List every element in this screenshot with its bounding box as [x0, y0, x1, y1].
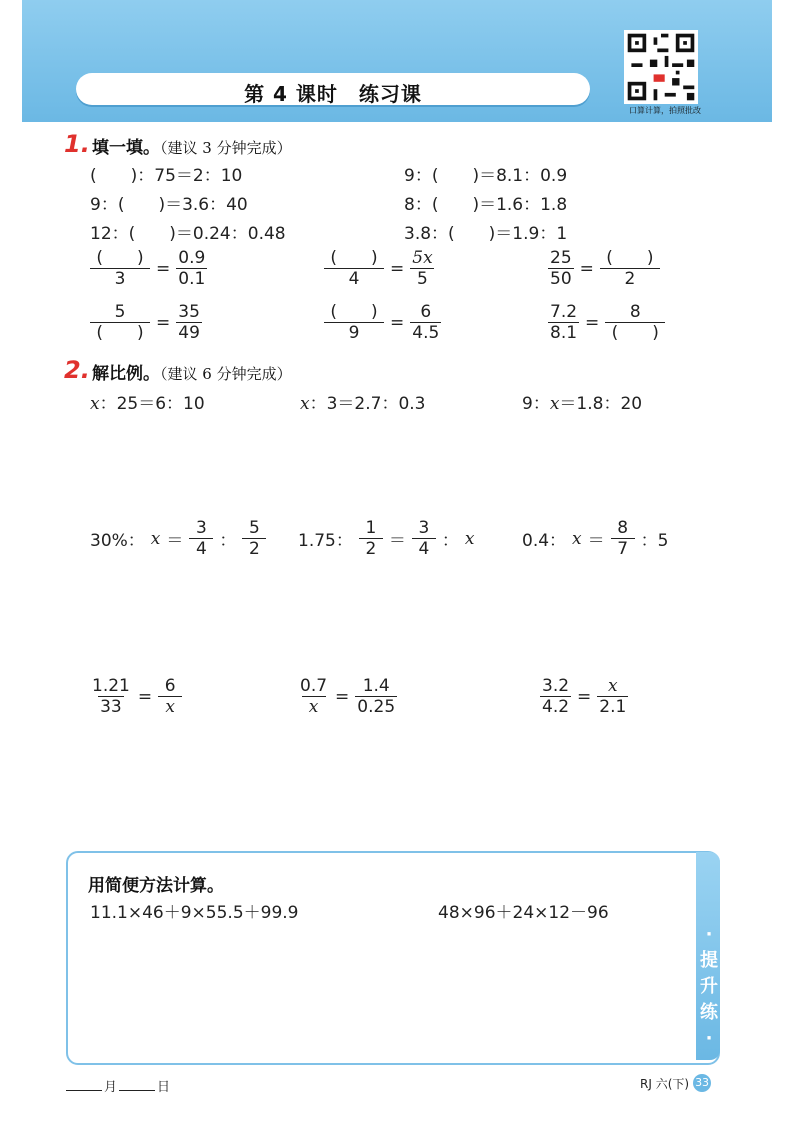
- date-field[interactable]: [64, 1076, 170, 1095]
- frac-num: ( ): [330, 302, 378, 322]
- proportion-2[interactable]: [300, 389, 425, 414]
- frac-den: 0.25: [357, 697, 396, 717]
- frac-den: 50: [550, 269, 572, 289]
- section1-note: （建议 3 分钟完成）: [160, 139, 292, 157]
- fraction-blank-3[interactable]: [548, 248, 660, 289]
- frac-num: 3.2: [542, 676, 570, 696]
- frac-num: 1: [365, 518, 377, 538]
- frac-num: ( ): [330, 248, 378, 268]
- equals-sign: =: [156, 258, 171, 279]
- frac-num: 5x: [412, 248, 433, 268]
- fill-blank-5[interactable]: 12：( )＝0.24：0.48: [90, 224, 286, 244]
- variable-x: x: [300, 394, 310, 414]
- advanced-practice-label: ·提升练·: [700, 924, 718, 1049]
- section1-title-text: 填一填。: [92, 138, 160, 158]
- equals-sign: ＝: [587, 531, 605, 551]
- frac-num: 1.21: [92, 676, 130, 696]
- equals-sign: =: [390, 312, 405, 333]
- equals-sign: =: [577, 686, 592, 707]
- frac-num: 6: [420, 302, 432, 322]
- frac-den: 4.5: [412, 323, 440, 343]
- day-blank[interactable]: [119, 1090, 155, 1091]
- variable-x: x: [150, 528, 161, 549]
- frac-num: x: [608, 676, 618, 696]
- frac-den: 2.1: [599, 697, 627, 717]
- section2-note: （建议 6 分钟完成）: [160, 365, 292, 383]
- frac-den: 49: [178, 323, 200, 343]
- variable-x: x: [464, 528, 475, 549]
- frac-num: 3: [195, 518, 207, 538]
- fill-blank-3[interactable]: 9：( )＝3.6：40: [90, 195, 248, 215]
- frac-den: 4: [189, 538, 213, 559]
- section2-number: 2.: [64, 356, 90, 384]
- equals-sign: =: [137, 686, 153, 707]
- day-label: 日: [157, 1080, 171, 1095]
- frac-num: 0.9: [178, 248, 206, 268]
- fraction-blank-5[interactable]: [324, 302, 441, 343]
- frac-den: 7: [611, 538, 635, 559]
- page-footer: [640, 1074, 711, 1092]
- frac-num: 5: [114, 302, 126, 322]
- frac-den: ( ): [90, 322, 150, 343]
- fraction-blank-2[interactable]: [324, 248, 435, 289]
- calc-expression-1[interactable]: 11.1×46＋9×55.5＋99.9: [90, 903, 299, 923]
- frac-num: 0.7: [300, 676, 328, 696]
- frac-den: 5: [410, 268, 434, 289]
- lesson-title: 第 4 课时 练习课: [244, 82, 422, 106]
- proportion-5[interactable]: [298, 518, 474, 559]
- frac-num: 8: [617, 518, 629, 538]
- proportion-3[interactable]: [522, 389, 642, 414]
- section2-title: [92, 359, 292, 384]
- variable-x: x: [549, 394, 560, 414]
- frac-den: x: [302, 696, 326, 717]
- proportion-text: ：3＝2.7：0.3: [309, 394, 426, 414]
- proportion-4[interactable]: [90, 518, 266, 559]
- frac-den: 4: [412, 538, 436, 559]
- equals-sign: =: [585, 312, 600, 333]
- frac-num: 25: [550, 248, 572, 268]
- fill-blank-6[interactable]: 3.8：( )＝1.9：1: [404, 224, 568, 244]
- frac-den: 8.1: [550, 323, 578, 343]
- frac-den: 2: [359, 538, 383, 559]
- frac-num: 35: [178, 302, 200, 322]
- colon: ：: [441, 531, 459, 551]
- proportion-text: 9：: [522, 394, 550, 414]
- proportion-7[interactable]: [90, 676, 182, 717]
- frac-num: 5: [248, 518, 260, 538]
- fill-blank-4[interactable]: 8：( )＝1.6：1.8: [404, 195, 568, 215]
- frac-num: ( ): [96, 248, 144, 268]
- section1-number: 1.: [64, 130, 90, 158]
- fraction-blank-6[interactable]: [548, 302, 665, 343]
- equals-sign: =: [156, 312, 171, 333]
- proportion-1[interactable]: [90, 389, 205, 414]
- fill-blank-1[interactable]: ( )：75＝2：10: [90, 166, 243, 186]
- fraction-blank-4[interactable]: [90, 302, 202, 343]
- proportion-text: 1.75：: [298, 531, 353, 551]
- frac-den: 4.2: [542, 697, 570, 717]
- colon: ：: [219, 531, 237, 551]
- frac-num: 1.4: [362, 676, 390, 696]
- equals-sign: ＝: [388, 531, 406, 551]
- equals-sign: ＝: [166, 531, 184, 551]
- frac-num: 3: [418, 518, 430, 538]
- calc-expression-2[interactable]: 48×96＋24×12－96: [438, 903, 609, 923]
- fraction-blank-1[interactable]: [90, 248, 207, 289]
- month-blank[interactable]: [66, 1090, 102, 1091]
- proportion-6[interactable]: [522, 518, 668, 559]
- page-number: 33: [693, 1074, 711, 1092]
- proportion-text: ＝1.8：20: [559, 394, 643, 414]
- proportion-9[interactable]: [540, 676, 628, 717]
- frac-num: 6: [164, 676, 176, 696]
- lesson-title-bar: [76, 73, 590, 105]
- variable-x: x: [90, 394, 100, 414]
- frac-den: 2: [242, 538, 266, 559]
- section2-title-text: 解比例。: [92, 364, 160, 384]
- equals-sign: =: [390, 258, 405, 279]
- proportion-text: 30%：: [90, 531, 145, 551]
- frac-den: x: [158, 696, 182, 717]
- variable-x: x: [572, 528, 582, 549]
- proportion-text: 0.4：: [522, 531, 567, 551]
- frac-den: 4: [324, 268, 384, 289]
- section3-title: 用简便方法计算。: [88, 876, 224, 896]
- frac-den: ( ): [605, 322, 665, 343]
- frac-num: ( ): [606, 248, 654, 268]
- month-label: 月: [104, 1080, 118, 1095]
- proportion-8[interactable]: [298, 676, 397, 717]
- frac-den: 9: [324, 322, 384, 343]
- frac-den: 2: [600, 268, 660, 289]
- proportion-text: ：5: [640, 531, 669, 551]
- equals-sign: =: [579, 258, 594, 279]
- section1-title: [92, 133, 292, 158]
- frac-num: 7.2: [550, 302, 578, 322]
- fill-blank-2[interactable]: 9：( )＝8.1：0.9: [404, 166, 568, 186]
- equals-sign: =: [335, 686, 350, 707]
- qr-caption: 口算计算，拍照批改: [629, 106, 701, 115]
- frac-den: 33: [100, 697, 122, 717]
- frac-den: 0.1: [178, 269, 206, 289]
- qr-code-icon[interactable]: [624, 30, 698, 104]
- proportion-text: ：25＝6：10: [99, 394, 205, 414]
- frac-num: 8: [629, 302, 641, 322]
- frac-den: 3: [90, 268, 150, 289]
- edition-label: RJ 六(下): [640, 1076, 690, 1091]
